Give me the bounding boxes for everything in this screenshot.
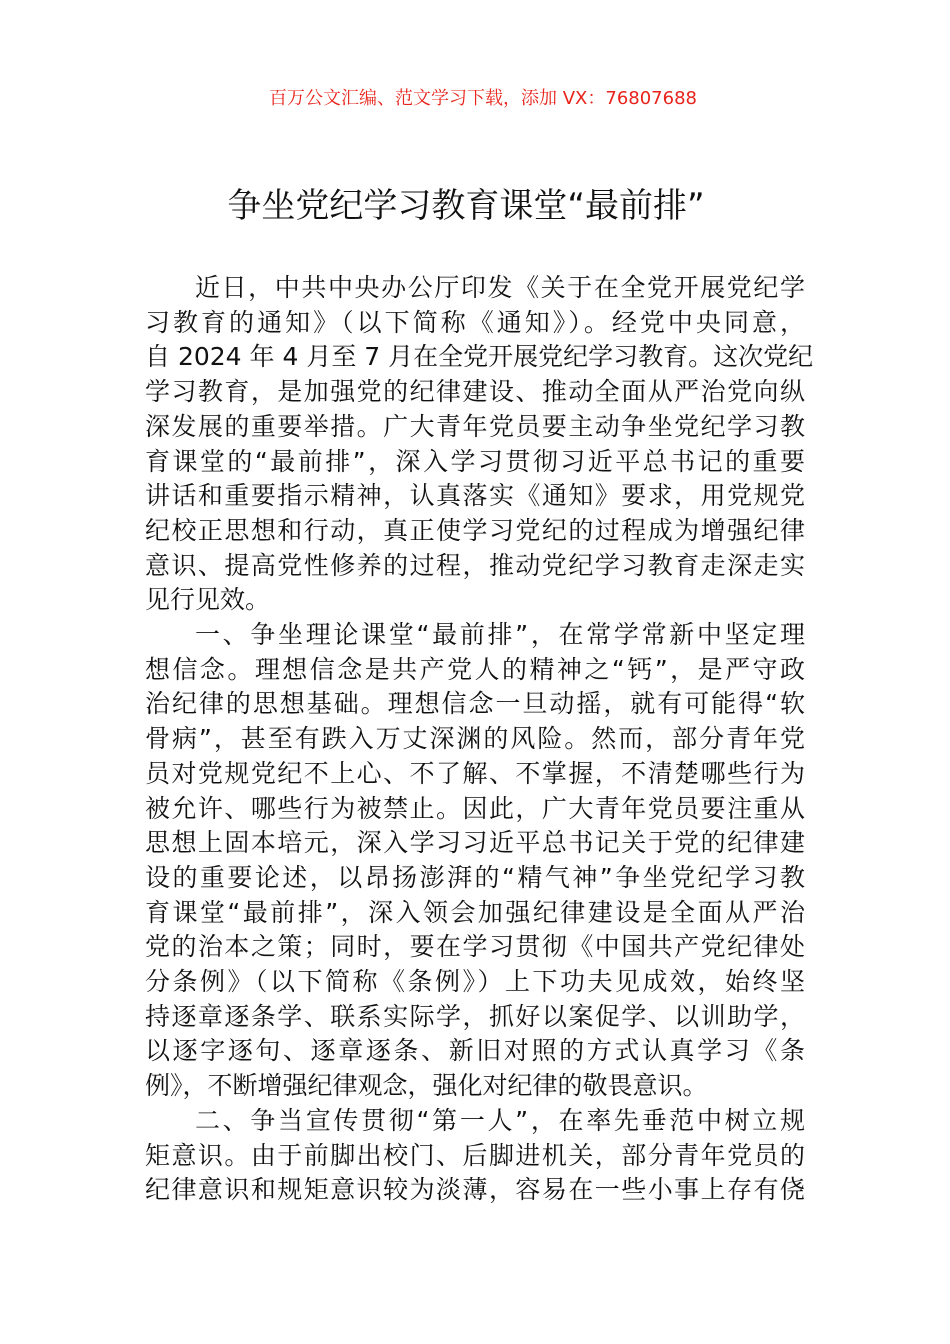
paragraph-line: 纪律意识和规矩意识较为淡薄，容易在一些小事上存有侥 xyxy=(145,1175,805,1205)
paragraph-line: 自 2024 年 4 月至 7 月在全党开展党纪学习教育。这次党纪 xyxy=(145,342,814,372)
paragraph-line: 持逐章逐条学、联系实际学，抓好以案促学、以训助学， xyxy=(145,1001,805,1031)
paragraph-line: 设的重要论述，以昂扬澎湃的“精气神”争坐党纪学习教 xyxy=(145,862,805,892)
paragraph-line: 分条例》（以下简称《条例》）上下功夫见成效，始终坚 xyxy=(145,967,805,996)
paragraph-line: 员对党规党纪不上心、不了解、不掌握，不清楚哪些行为 xyxy=(145,758,805,788)
paragraph-line: 以逐字逐句、逐章逐条、新旧对照的方式认真学习《条 xyxy=(145,1036,805,1066)
paragraph-line: 思想上固本培元，深入学习习近平总书记关于党的纪律建 xyxy=(145,828,805,858)
paragraph-line: 见行见效。 xyxy=(145,585,271,615)
paragraph-line: 一、争坐理论课堂“最前排”，在常学常新中坚定理 xyxy=(195,620,805,649)
watermark-banner: 百万公文汇编、范文学习下载，添加 VX：76807688 xyxy=(269,88,697,109)
paragraph-line: 讲话和重要指示精神，认真落实《通知》要求，用党规党 xyxy=(145,481,805,511)
paragraph-line: 近日，中共中央办公厅印发《关于在全党开展党纪学 xyxy=(195,273,805,302)
paragraph-line: 治纪律的思想基础。理想信念一旦动摇，就有可能得“软 xyxy=(145,689,805,719)
paragraph-line: 育课堂的“最前排”，深入学习贯彻习近平总书记的重要 xyxy=(145,446,805,476)
paragraph-line: 党的治本之策；同时，要在学习贯彻《中国共产党纪律处 xyxy=(145,932,805,962)
paragraph-line: 矩意识。由于前脚出校门、后脚进机关，部分青年党员的 xyxy=(145,1140,805,1170)
paragraph-line: 深发展的重要举措。广大青年党员要主动争坐党纪学习教 xyxy=(145,411,805,441)
paragraph-line: 意识、提高党性修养的过程，推动党纪学习教育走深走实 xyxy=(145,550,805,580)
paragraph-line: 骨病”，甚至有跌入万丈深渊的风险。然而，部分青年党 xyxy=(145,724,805,754)
paragraph-line: 习教育的通知》（以下简称《通知》）。经党中央同意， xyxy=(145,307,805,337)
paragraph-line: 二、争当宣传贯彻“第一人”，在率先垂范中树立规 xyxy=(195,1105,805,1135)
paragraph-line: 学习教育，是加强党的纪律建设、推动全面从严治党向纵 xyxy=(145,377,805,407)
document-title: 争坐党纪学习教育课堂“最前排” xyxy=(227,186,705,226)
paragraph-line: 纪校正思想和行动，真正使学习党纪的过程成为增强纪律 xyxy=(145,515,805,545)
paragraph-line: 例》，不断增强纪律观念，强化对纪律的敬畏意识。 xyxy=(145,1071,708,1101)
paragraph-line: 育课堂“最前排”，深入领会加强纪律建设是全面从严治 xyxy=(145,897,805,927)
paragraph-line: 想信念。理想信念是共产党人的精神之“钙”，是严守政 xyxy=(145,654,805,684)
paragraph-line: 被允许、哪些行为被禁止。因此，广大青年党员要注重从 xyxy=(145,793,805,823)
